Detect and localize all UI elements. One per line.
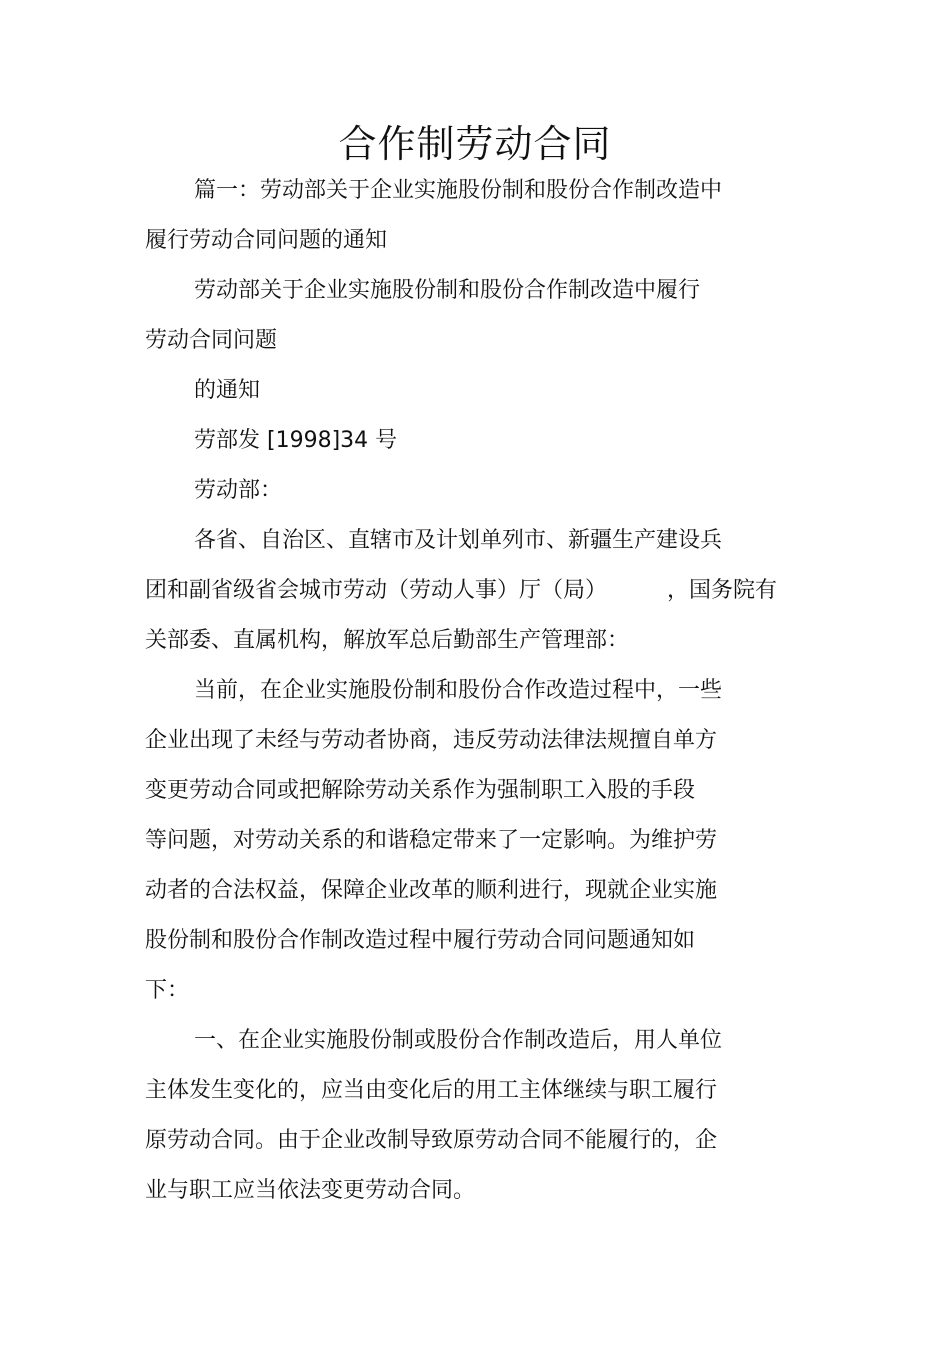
text-line: 等问题，对劳动关系的和谐稳定带来了一定影响。为维护劳: [145, 828, 718, 853]
text-line: 企业出现了未经与劳动者协商，违反劳动法律法规擅自单方: [145, 728, 718, 753]
text-line: 关部委、直属机构，解放军总后勤部生产管理部：: [145, 628, 630, 653]
text-line: 业与职工应当依法变更劳动合同。: [145, 1178, 476, 1203]
text-segment: ，国务院有: [667, 578, 778, 603]
text-segment: 团和副省级省会城市劳动（劳动人事）厅（局）: [145, 578, 608, 603]
text-line: 各省、自治区、直辖市及计划单列市、新疆生产建设兵: [194, 528, 723, 553]
text-line: 主体发生变化的，应当由变化后的用工主体继续与职工履行: [145, 1078, 718, 1103]
text-line: 当前，在企业实施股份制和股份合作改造过程中，一些: [194, 678, 723, 703]
text-line: 篇一：劳动部关于企业实施股份制和股份合作制改造中: [194, 178, 723, 203]
text-line: 动者的合法权益，保障企业改革的顺利进行，现就企业实施: [145, 878, 718, 903]
text-line: 一、在企业实施股份制或股份合作制改造后，用人单位: [194, 1028, 723, 1053]
issuer-line: 劳动部：: [194, 478, 283, 503]
document-number: 劳部发 [1998]34 号: [194, 428, 398, 453]
text-line: 履行劳动合同问题的通知: [145, 228, 388, 253]
text-line: 原劳动合同。由于企业改制导致原劳动合同不能履行的，企: [145, 1128, 718, 1153]
text-line: 股份制和股份合作制改造过程中履行劳动合同问题通知如: [145, 928, 696, 953]
document-title: 合作制劳动合同: [338, 122, 612, 166]
text-line: 的通知: [194, 378, 261, 403]
text-line: 劳动合同问题: [145, 328, 278, 353]
text-line: 劳动部关于企业实施股份制和股份合作制改造中履行: [194, 278, 701, 303]
text-line: [145, 576, 777, 606]
text-line: 下：: [145, 978, 190, 1003]
text-line: 变更劳动合同或把解除劳动关系作为强制职工入股的手段: [145, 778, 696, 803]
